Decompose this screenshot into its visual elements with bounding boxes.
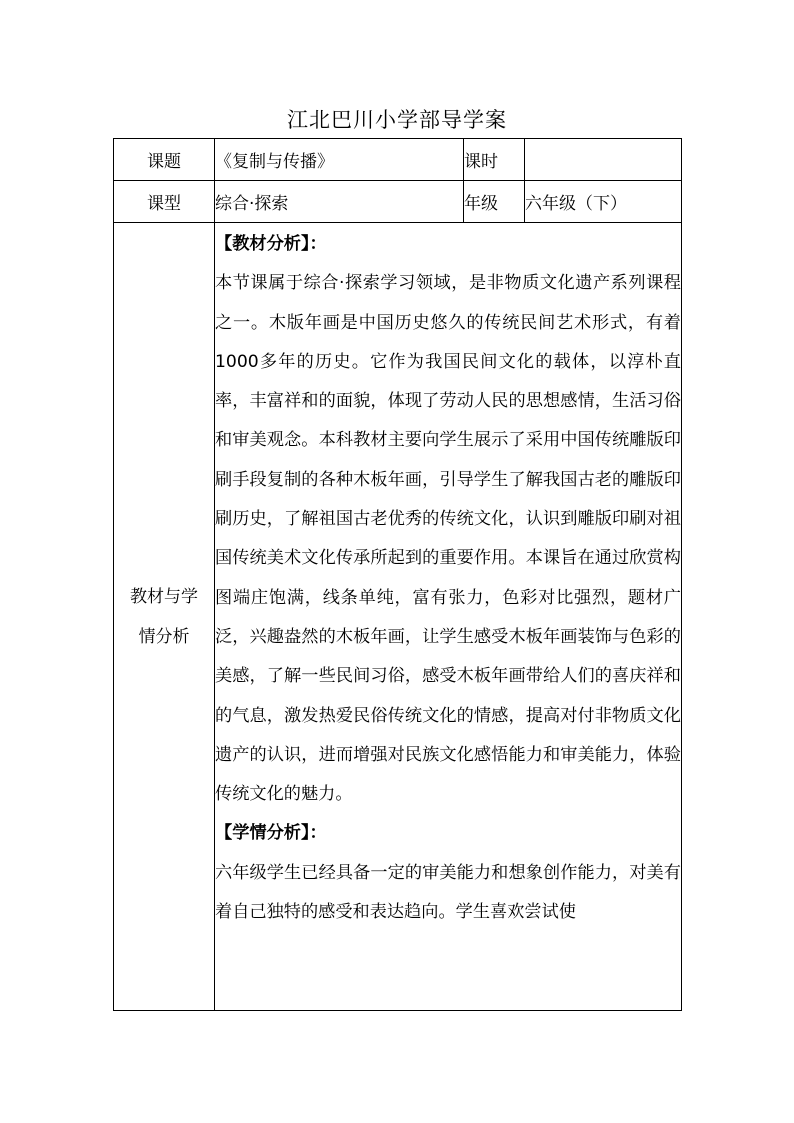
textbook-analysis-heading: 【教材分析】： <box>215 234 327 254</box>
lesson-type-value: 综合·探索 <box>215 181 464 223</box>
periods-label: 课时 <box>464 139 525 181</box>
table-row-type <box>114 181 682 223</box>
analysis-label-line2: 情分析 <box>138 626 190 647</box>
analysis-label <box>114 223 215 1011</box>
grade-value: 六年级（下） <box>525 181 682 223</box>
table-row-analysis <box>114 223 682 1011</box>
grade-label: 年级 <box>464 181 525 223</box>
topic-value: 《复制与传播》 <box>215 139 464 181</box>
table-row-topic <box>114 139 682 181</box>
student-analysis-body: 六年级学生已经具备一定的审美能力和想象创作能力，对美有着自己独特的感受和表达趋向。学生喜欢尝试使 <box>215 862 681 923</box>
lesson-plan-table <box>113 138 682 1011</box>
page-title: 江北巴川小学部导学案 <box>287 108 507 132</box>
analysis-content <box>215 223 682 1011</box>
periods-value <box>525 139 682 181</box>
textbook-analysis-body: 本节课属于综合·探索学习领域，是非物质文化遗产系列课程之一。木版年画是中国历史悠久的传统民间艺术形式，有着1000多年的历史。它作为我国民间文化的载体，以淳朴直率，丰富祥和的面貌，体现了劳动人民的思想感情，生活习俗和审美观念。本科教材主要向学生展示了采用中国传统雕版印刷手段复制的各种木板年画，引导学生了解我国古老的雕版印刷历史，了解祖国古老优秀的传统文化，认识到雕版印刷对祖国传统美术文化传承所起到的重要作用。本课旨在通过欣赏构图端庄饱满，线条单纯，富有张力，色彩对比强烈，题材广泛，兴趣盎然的木板年画，让学生感受木板年画装饰与色彩的美感，了解一些民间习俗，感受木板年画带给人们的喜庆祥和的气息，激发热爱民俗传统文化的情感，提高对付非物质文化遗产的认识，进而增强对民族文化感悟能力和审美能力，体验传统文化的魅力。 <box>215 273 681 805</box>
lesson-type-label: 课型 <box>114 181 215 223</box>
topic-label: 课题 <box>114 139 215 181</box>
analysis-label-line1: 教材与学 <box>130 586 198 607</box>
student-analysis-heading: 【学情分析】： <box>215 823 327 844</box>
